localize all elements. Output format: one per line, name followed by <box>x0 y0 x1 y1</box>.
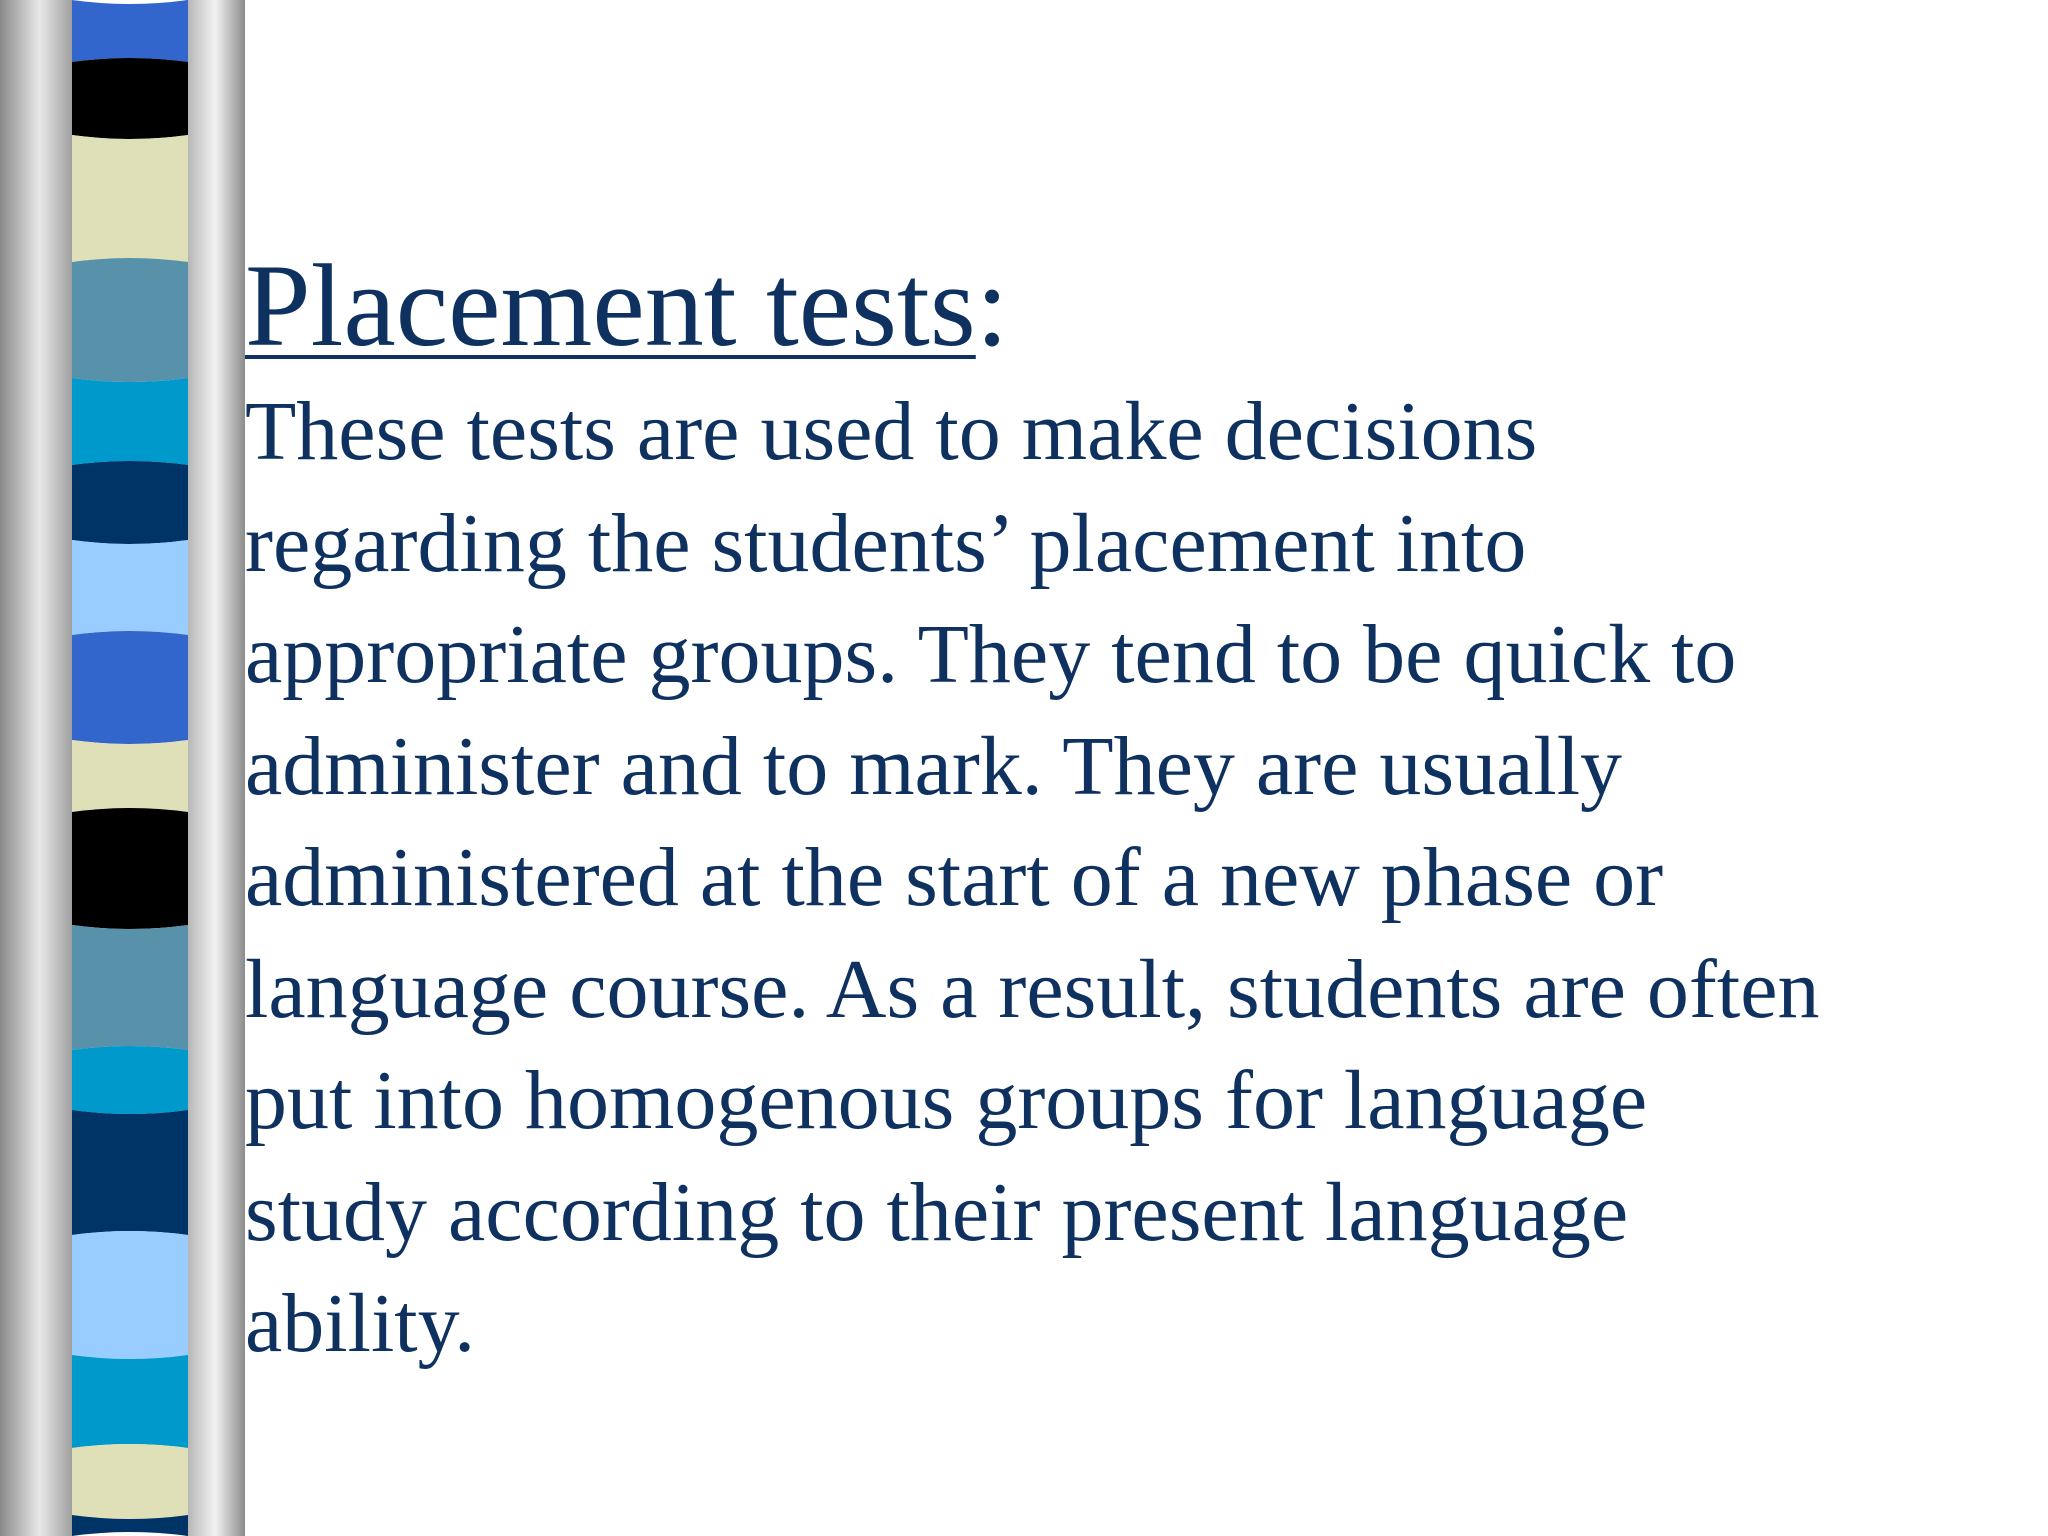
decorative-stripe <box>72 1046 188 1114</box>
body-line: put into homogenous groups for language <box>245 1054 1648 1147</box>
body-line: study according to their present language <box>245 1165 1629 1259</box>
stripe-group <box>72 0 188 1536</box>
body-line: administer and to mark. They are usually <box>245 719 1623 813</box>
decorative-stripe <box>72 378 188 465</box>
decorative-stripe <box>72 135 188 262</box>
decorative-stripe <box>72 1444 188 1519</box>
body-line: appropriate groups. They tend to be quick to <box>245 608 1737 701</box>
decorative-stripe <box>72 58 188 139</box>
title-text: Placement tests <box>245 240 976 371</box>
body-line: These tests are used to make decisions <box>245 385 1538 478</box>
decorative-stripe <box>72 1355 188 1448</box>
decorative-stripe <box>72 740 188 812</box>
decorative-stripe <box>72 808 188 929</box>
body-line: administered at the start of a new phase or <box>245 831 1664 924</box>
body-line: language course. As a result, students are often <box>245 942 1820 1036</box>
decorative-stripe <box>72 0 188 62</box>
decorative-stripe <box>72 1110 188 1235</box>
slide-title <box>245 240 2025 372</box>
title-colon: : <box>975 240 1009 371</box>
decorative-stripe <box>72 461 188 544</box>
decorative-stripe <box>72 631 188 744</box>
right-rail <box>185 0 245 1536</box>
body-line: ability. <box>245 1277 476 1370</box>
decorative-stripe <box>72 1231 188 1359</box>
decorative-stripe-band <box>0 0 245 1536</box>
body-line: regarding the students’ placement into <box>245 496 1527 590</box>
left-rail <box>0 0 72 1536</box>
decorative-stripe <box>72 925 188 1050</box>
slide-content <box>245 240 2025 1380</box>
decorative-stripe <box>72 258 188 382</box>
body-paragraph <box>245 376 2025 1380</box>
decorative-stripe <box>72 540 188 635</box>
